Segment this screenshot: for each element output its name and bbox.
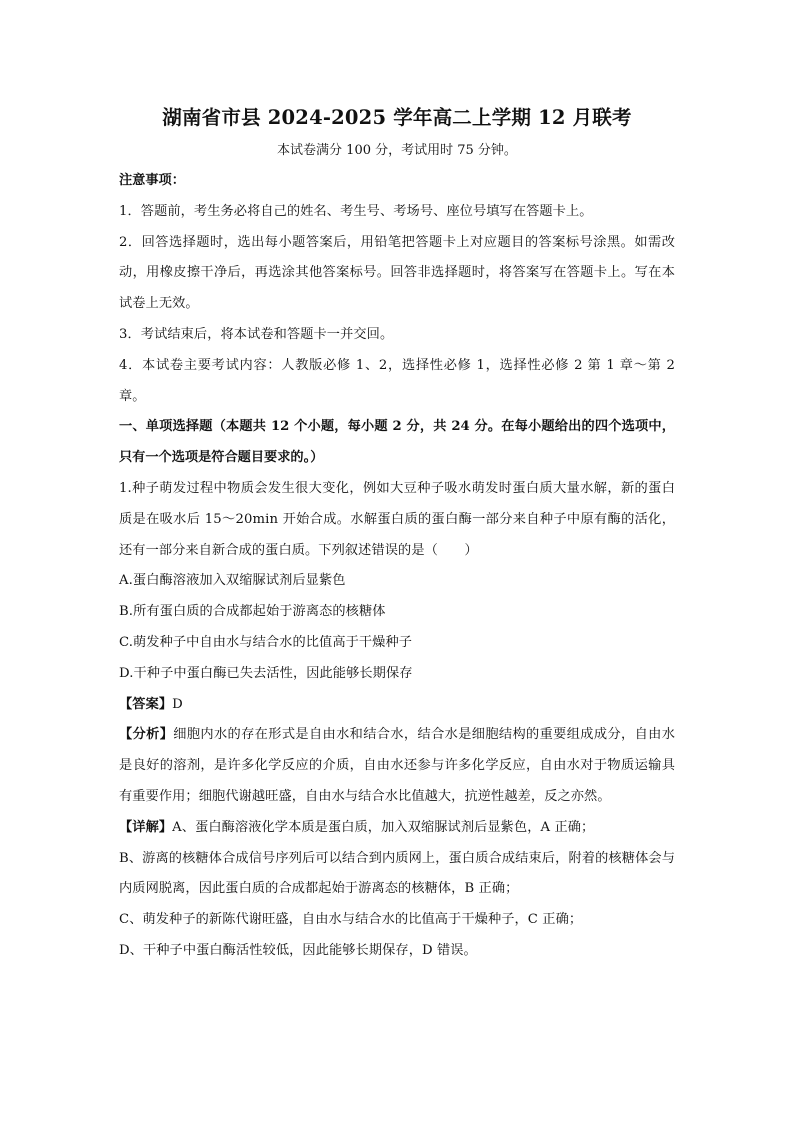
detail-line: D、干种子中蛋白酶活性较低，因此能够长期保存，D 错误。 — [119, 942, 477, 958]
option-a: A.蛋白酶溶液加入双缩脲试剂后显紫色 — [119, 573, 346, 589]
detail-line: B、游离的核糖体合成信号序列后可以结合到内质网上，蛋白质合成结束后，附着的核糖体会与内质网脱离，因此蛋白质的合成都起始于游离态的核糖体，B 正确； — [119, 850, 675, 897]
page-content — [119, 100, 675, 967]
notice-item: 2．回答选择题时，选出每小题答案后，用铅笔把答题卡上对应题目的答案标号涂黑。如需改动，用橡皮擦干净后，再选涂其他答案标号。回答非选择题时，将答案写在答题卡上。写在本试卷上无效。 — [119, 234, 675, 312]
question-stem: 1.种子萌发过程中物质会发生很大变化，例如大豆种子吸水萌发时蛋白质大量水解，新的蛋白质是在吸水后 15～20min 开始合成。水解蛋白质的蛋白酶一部分来自种子中原有酶的活化，还有一部分来自新合成的蛋白质。下列叙述错误的是（ ） — [119, 480, 675, 558]
notice-item: 3．考试结束后，将本试卷和答题卡一并交回。 — [119, 326, 394, 342]
answer-label: 【答案】 — [119, 696, 173, 712]
option-d: D.干种子中蛋白酶已失去活性，因此能够长期保存 — [119, 665, 413, 681]
option-b: B.所有蛋白质的合成都起始于游离态的核糖体 — [119, 604, 386, 620]
analysis-label: 【分析】 — [119, 727, 174, 743]
notice-item: 1．答题前，考生务必将自己的姓名、考生号、考场号、座位号填写在答题卡上。 — [119, 203, 593, 219]
notice-heading: 注意事项： — [119, 173, 185, 188]
detail-line: C、萌发种子的新陈代谢旺盛，自由水与结合水的比值高于干燥种子，C 正确； — [119, 912, 583, 928]
detail-label: 【详解】 — [119, 819, 173, 835]
answer-line — [119, 690, 675, 721]
notice-item: 4．本试卷主要考试内容：人教版必修 1、2，选择性必修 1，选择性必修 2 第 1 章～第 2 章。 — [119, 357, 675, 404]
exam-title: 湖南省市县 2024-2025 学年高二上学期 12 月联考 — [162, 106, 632, 129]
detail-line — [119, 813, 675, 844]
analysis-text: 细胞内水的存在形式是自由水和结合水，结合水是细胞结构的重要组成成分，自由水是良好的溶剂，是许多化学反应的介质，自由水还参与许多化学反应，自由水对于物质运输具有重要作用；细胞代谢越旺盛，自由水与结合水比值越大，抗逆性越差，反之亦然。 — [119, 727, 675, 804]
answer-value: D — [172, 696, 183, 712]
analysis-paragraph — [119, 720, 675, 812]
section-heading: 一、单项选择题（本题共 12 个小题，每小题 2 分，共 24 分。在每小题给出的四个选项中，只有一个选项是符合题目要求的。） — [119, 419, 675, 466]
detail-text: A、蛋白酶溶液化学本质是蛋白质，加入双缩脲试剂后显紫色，A 正确； — [172, 819, 595, 835]
option-c: C.萌发种子中自由水与结合水的比值高于干燥种子 — [119, 634, 413, 650]
exam-subtitle: 本试卷满分 100 分，考试用时 75 分钟。 — [277, 143, 517, 158]
